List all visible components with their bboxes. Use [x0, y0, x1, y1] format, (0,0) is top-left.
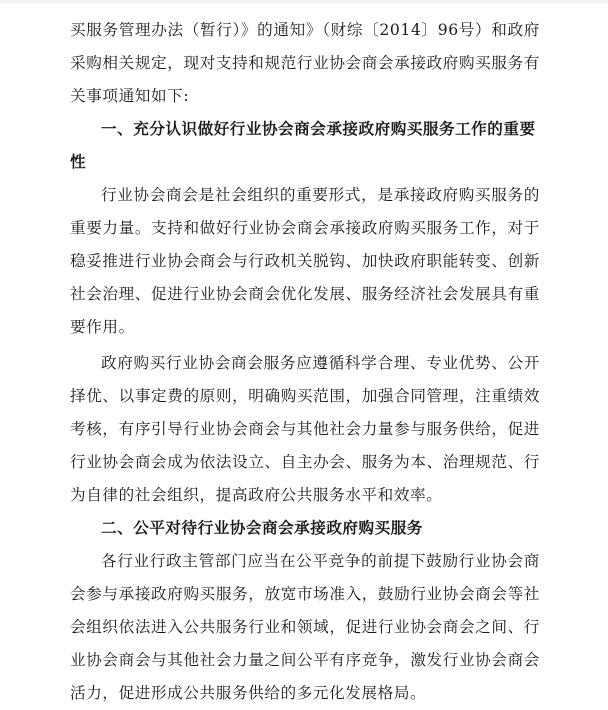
section-1-paragraph-1: 行业协会商会是社会组织的重要形式，是承接政府购买服务的重要力量。支持和做好行业协会商会承接政府购买服务工作，对于稳妥推进行业协会商会与行政机关脱钩、加快政府职能转变、创新社会治理、促进行业协会商会优化发展、服务经济社会发展具有重要作用。 [70, 186, 540, 336]
section-1-heading: 一、充分认识做好行业协会商会承接政府购买服务工作的重要性 [70, 120, 536, 171]
intro-paragraph: 买服务管理办法（暂行）》的通知》（财综〔2014〕96号）和政府采购相关规定，现对支持和规范行业协会商会承接政府购买服务有关事项通知如下: [70, 21, 540, 105]
section-2-paragraph-1: 各行业行政主管部门应当在公平竞争的前提下鼓励行业协会商会参与承接政府购买服务，放宽市场准入，鼓励行业协会商会等社会组织依法进入公共服务行业和领域，促进行业协会商会之间、行业协会商会与其他社会力量之间公平有序竞争，激发行业协会商会活力，促进形成公共服务供给的多元化发展格局。 [70, 552, 540, 702]
page-top-edge [0, 0, 608, 3]
section-1-paragraph-2: 政府购买行业协会商会服务应遵循科学合理、专业优势、公开择优、以事定费的原则，明确购买范围，加强合同管理，注重绩效考核，有序引导行业协会商会与其他社会力量参与服务供给，促进行业协会商会成为依法设立、自主办会、服务为本、治理规范、行为自律的社会组织，提高政府公共服务水平和效率。 [70, 354, 540, 504]
document-body [70, 14, 540, 710]
section-2-heading: 二、公平对待行业协会商会承接政府购买服务 [101, 519, 423, 537]
